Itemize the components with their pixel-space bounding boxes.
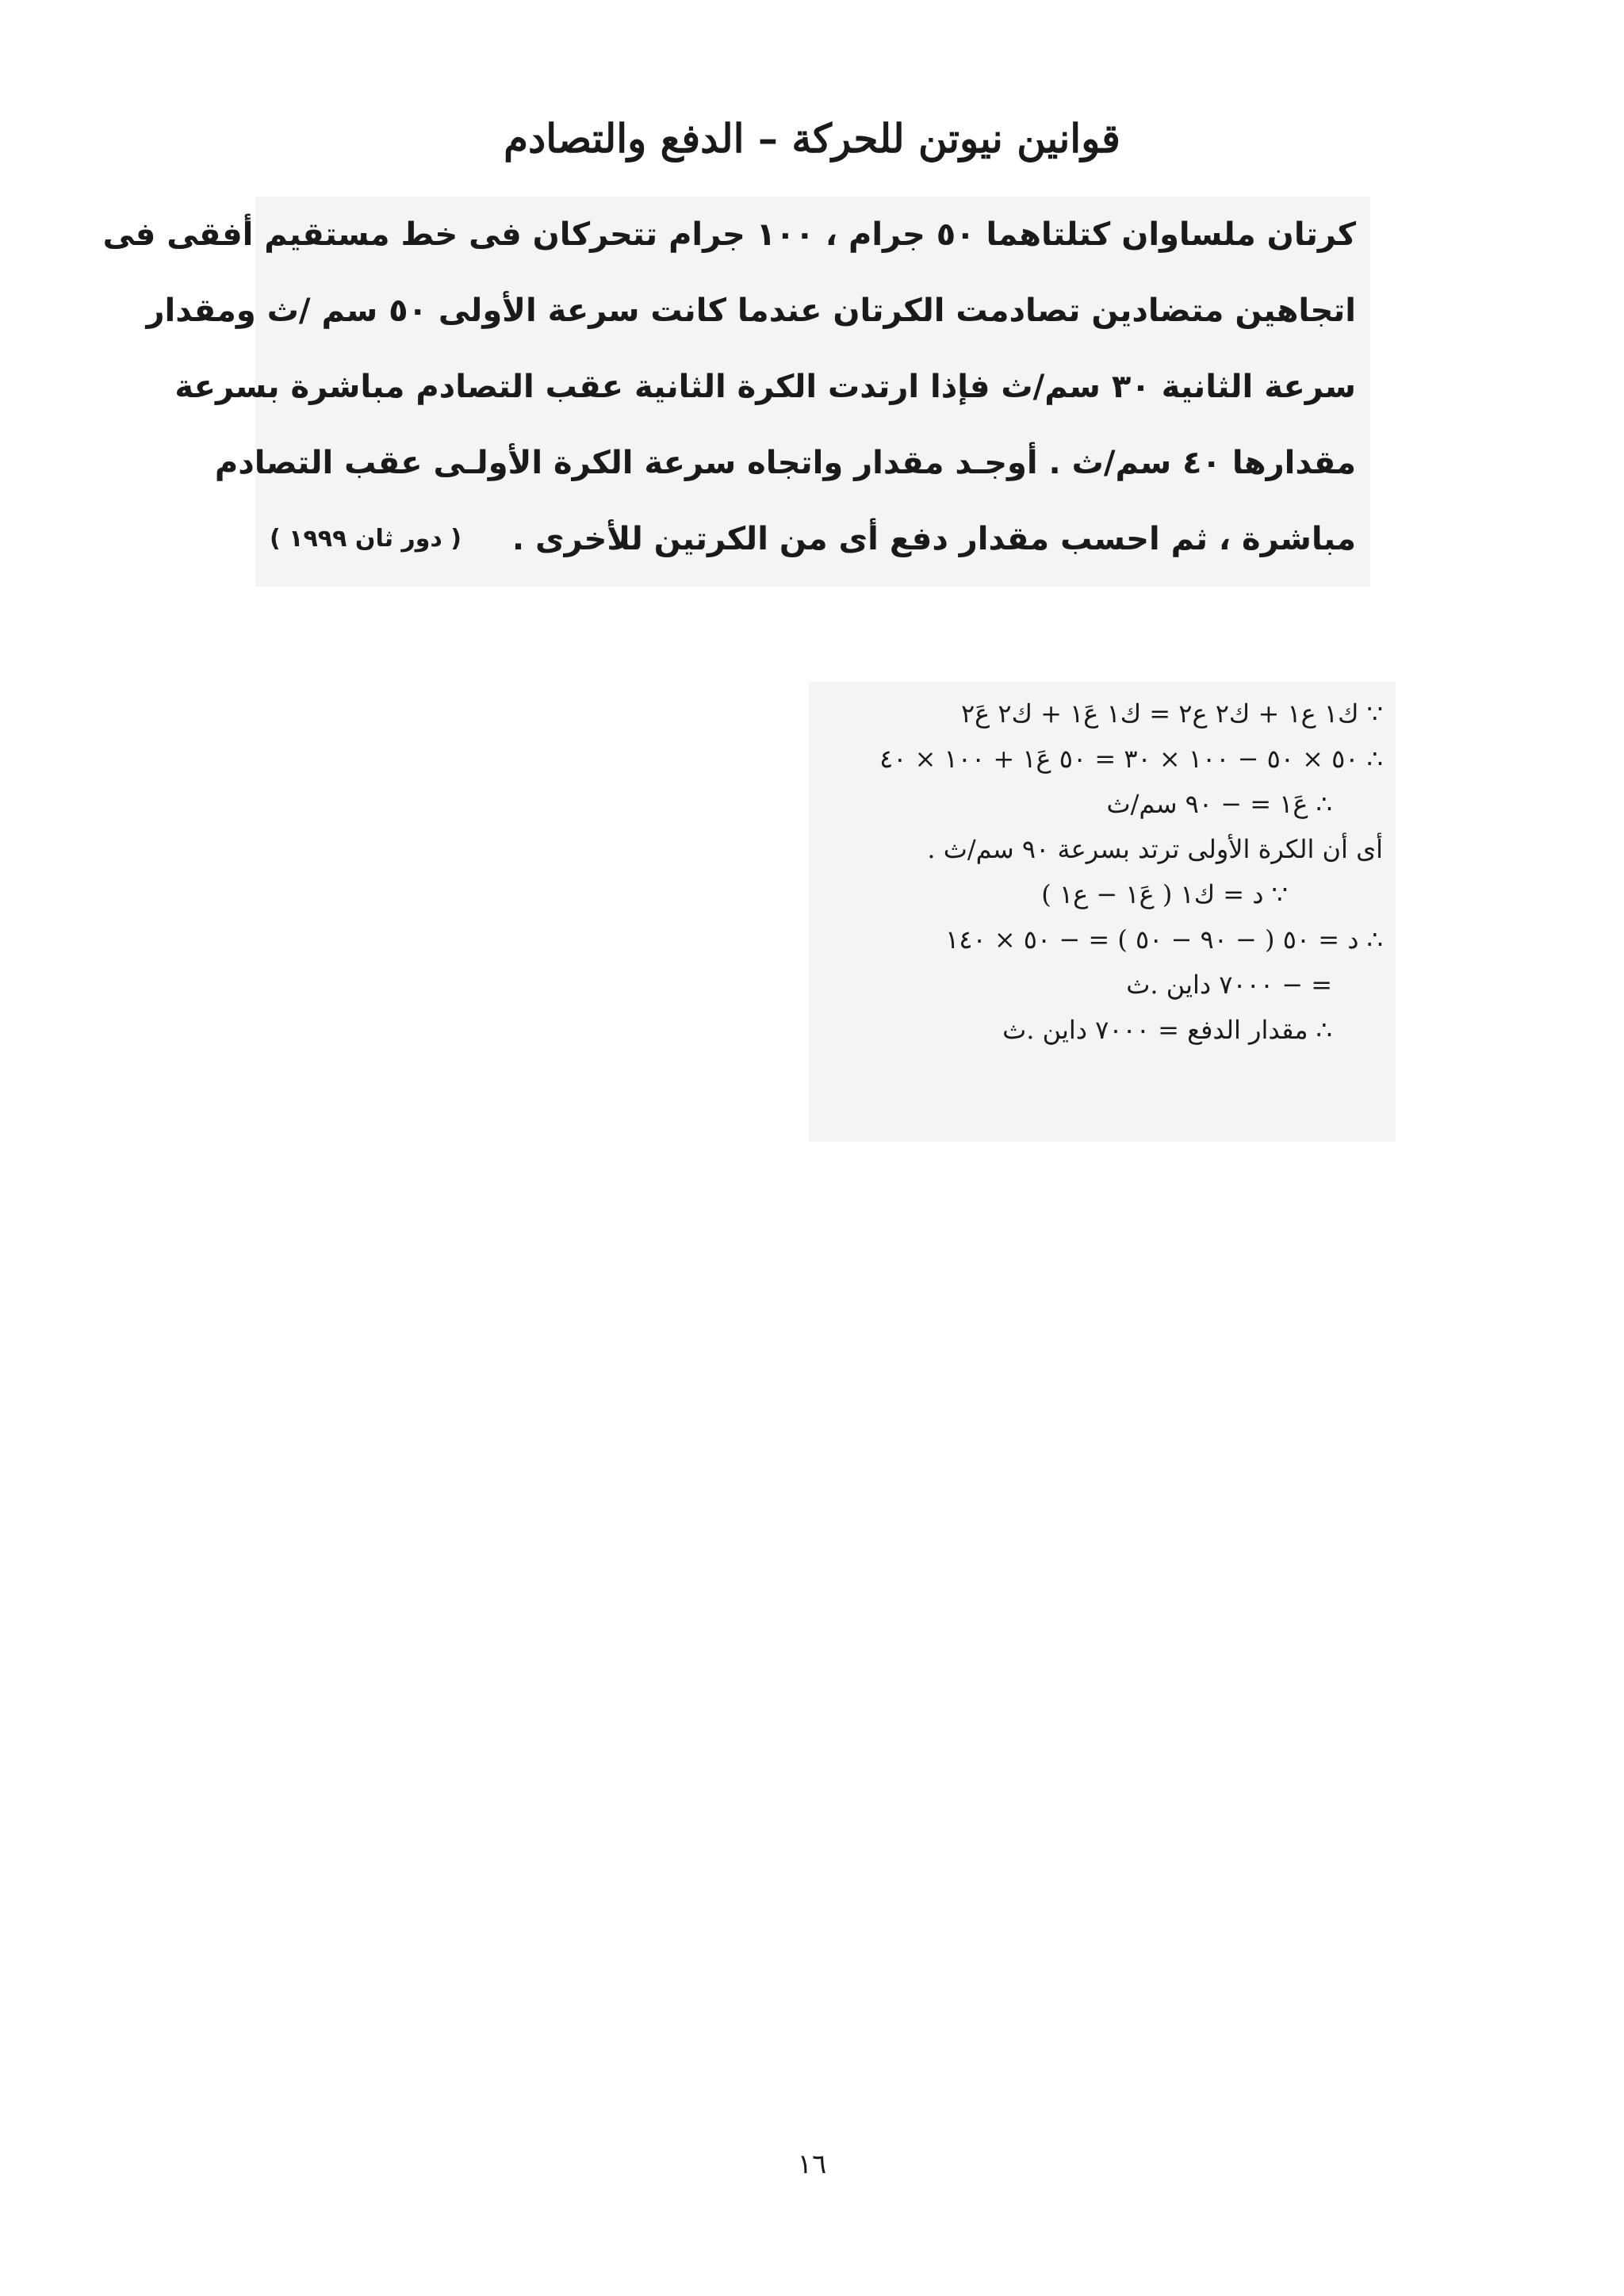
problem-line: مقدارها ٤٠ سم/ث . أوجـد مقدار واتجاه سرعة الكرة الأولـى عقب التصادم bbox=[214, 445, 1356, 481]
solution-line: ∴ مقدار الدفع = ٧٠٠٠ داين .ث bbox=[1002, 1015, 1332, 1045]
problem-last-line bbox=[270, 501, 1356, 577]
solution-line: ∴ د = ٥٠ ( − ٩٠ − ٥٠ ) = − ٥٠ × ١٤٠ bbox=[945, 924, 1383, 955]
solution-line: ∴ عَ١ = − ٩٠ سم/ث bbox=[1106, 789, 1332, 819]
problem-line: كرتان ملساوان كتلتاهما ٥٠ جرام ، ١٠٠ جرام تتحركان فى خط مستقيم أفقى فى bbox=[102, 216, 1356, 253]
page-number: ١٦ bbox=[797, 2149, 827, 2180]
problem-line: مباشرة ، ثم احسب مقدار دفع أى من الكرتين للأخرى . bbox=[511, 521, 1356, 557]
exam-reference: ( دور ثان ١٩٩٩ ) bbox=[270, 525, 462, 553]
problem-line: سرعة الثانية ٣٠ سم/ث فإذا ارتدت الكرة الثانية عقب التصادم مباشرة بسرعة bbox=[174, 369, 1356, 405]
solution-line: ∴ ٥٠ × ٥٠ − ١٠٠ × ٣٠ = ٥٠ عَ١ + ١٠٠ × ٤٠ bbox=[879, 744, 1383, 774]
solution-line: أى أن الكرة الأولى ترتد بسرعة ٩٠ سم/ث . bbox=[927, 834, 1383, 864]
problem-statement bbox=[102, 197, 1370, 587]
page-title: قوانين نيوتن للحركة – الدفع والتصادم bbox=[504, 115, 1120, 162]
problem-line: اتجاهين متضادين تصادمت الكرتان عندما كانت سرعة الأولى ٥٠ سم /ث ومقدار bbox=[146, 293, 1356, 329]
solution-line: ∵ د = ك١ ( عَ١ − ع١ ) bbox=[1041, 879, 1288, 909]
solution-line: ∵ ك١ ع١ + ك٢ ع٢ = ك١ عَ١ + ك٢ عَ٢ bbox=[960, 698, 1383, 729]
solution-line: = − ٧٠٠٠ داين .ث bbox=[1126, 970, 1332, 1000]
solution-block bbox=[809, 682, 1396, 1142]
